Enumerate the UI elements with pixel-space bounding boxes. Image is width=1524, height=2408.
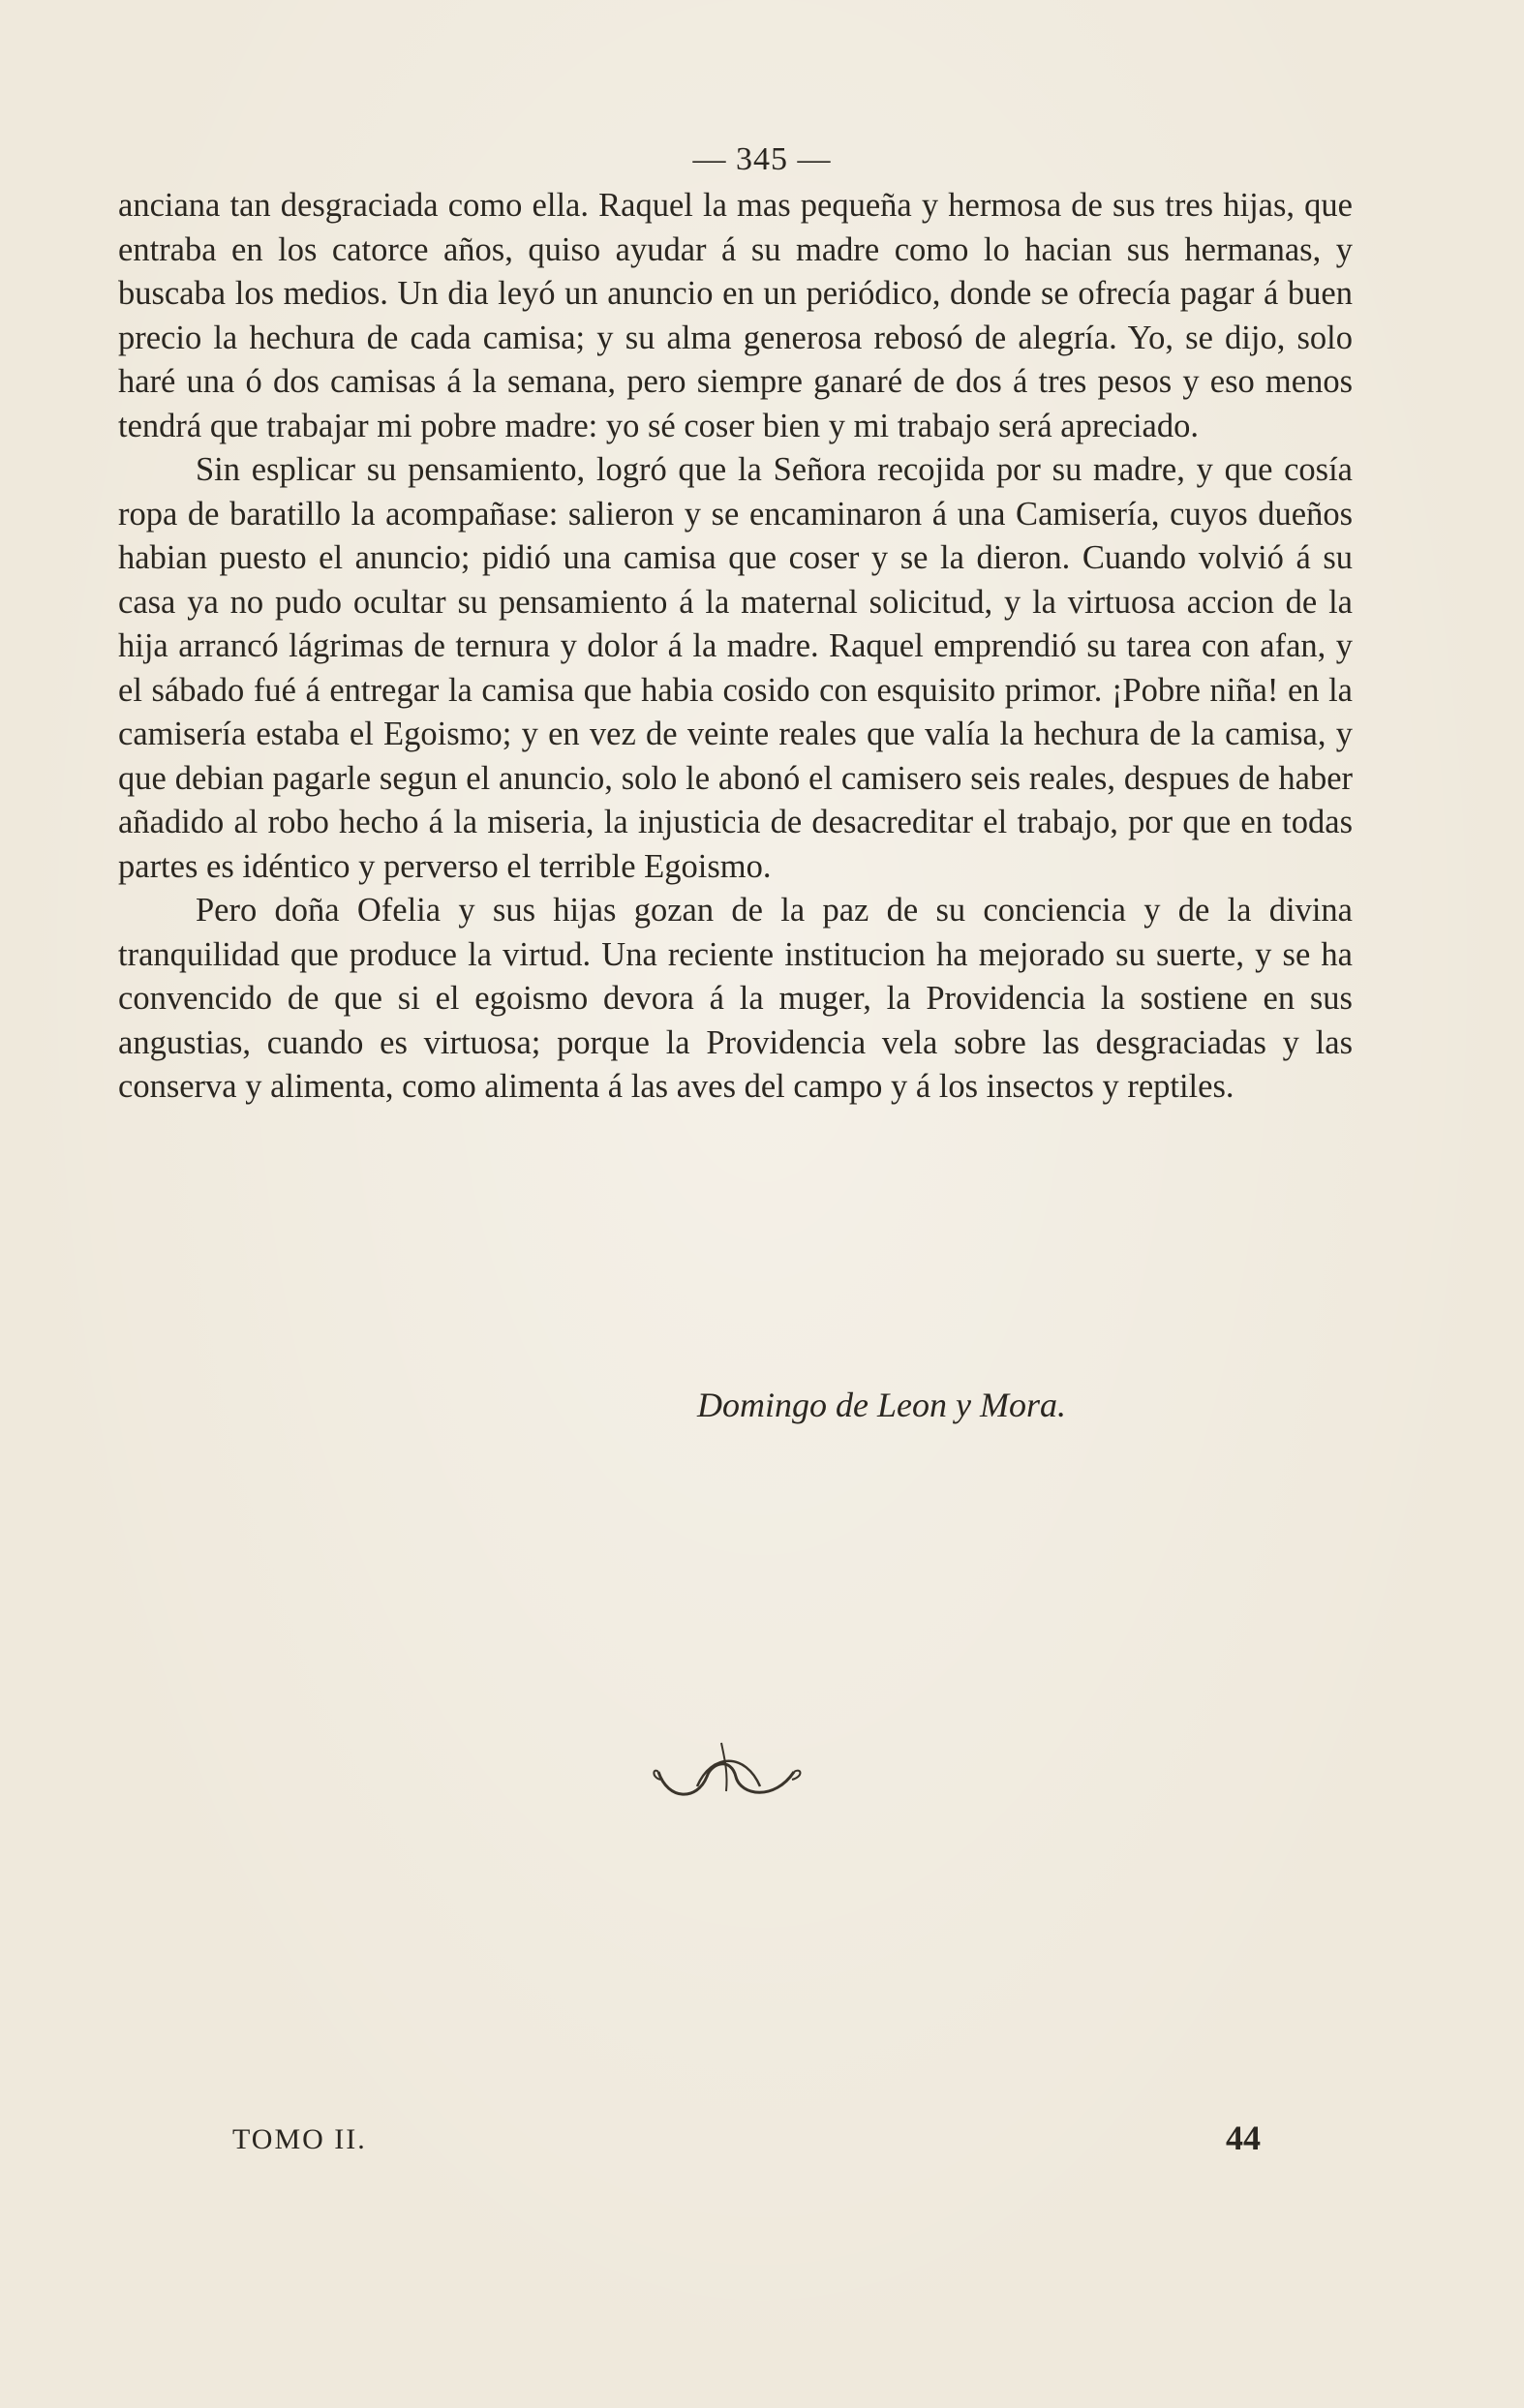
- paragraph: Sin esplicar su pensamiento, logró que la Señora recojida por su madre, y que cosía ropa de baratillo la acompañase: salieron y se encaminaron á una Camisería, cuyos dueños habian puesto el anuncio; pidió una camisa que coser y se la dieron. Cuando volvió á su casa ya no pudo ocultar su pensamiento á la maternal solicitud, y la virtuosa accion de la hija arrancó lágrimas de ternura y dolor á la madre. Raquel emprendió su tarea con afan, y el sábado fué á entregar la camisa que habia cosido con esquisito primor. ¡Pobre niña! en la camisería estaba el Egoismo; y en vez de veinte reales que valía la hechura de la camisa, y que debian pagarle segun el anuncio, solo le abonó el camisero seis reales, despues de haber añadido al robo hecho á la miseria, la injusticia de desacreditar el trabajo, por que en todas partes es idéntico y perverso el terrible Egoismo.: [118, 451, 1353, 885]
- author-signature: Domingo de Leon y Mora.: [697, 1386, 1066, 1424]
- signature-mark: 44: [1226, 2118, 1261, 2157]
- paragraph: Pero doña Ofelia y sus hijas gozan de la paz de su conciencia y de la divina tranquilidad que produce la virtud. Una reciente institucion ha mejorado su suerte, y se ha convencido de que si el egoismo devora á la muger, la Providencia la sostiene en sus angustias, cuando es virtuosa; porque la Providencia vela sobre las desgraciadas y las conserva y alimenta, como alimenta á las aves del campo y á los insectos y reptiles.: [118, 892, 1353, 1105]
- article-body: [118, 184, 1353, 1110]
- paragraph: anciana tan desgraciada como ella. Raquel la mas pequeña y hermosa de sus tres hijas, que entraba en los catorce años, quiso ayudar á su madre como lo hacian sus hermanas, y buscaba los medios. Un dia leyó un anuncio en un periódico, donde se ofrecía pagar á buen precio la hechura de cada camisa; y su alma generosa rebosó de alegría. Yo, se dijo, solo haré una ó dos camisas á la semana, pero siempre ganaré de dos á tres pesos y eso menos tendrá que trabajar mi pobre madre: yo sé coser bien y mi trabajo será apreciado.: [118, 187, 1353, 444]
- volume-label: TOMO II.: [232, 2123, 367, 2155]
- page-number: — 345 —: [692, 141, 832, 177]
- decorative-flourish-icon: [639, 1733, 813, 1811]
